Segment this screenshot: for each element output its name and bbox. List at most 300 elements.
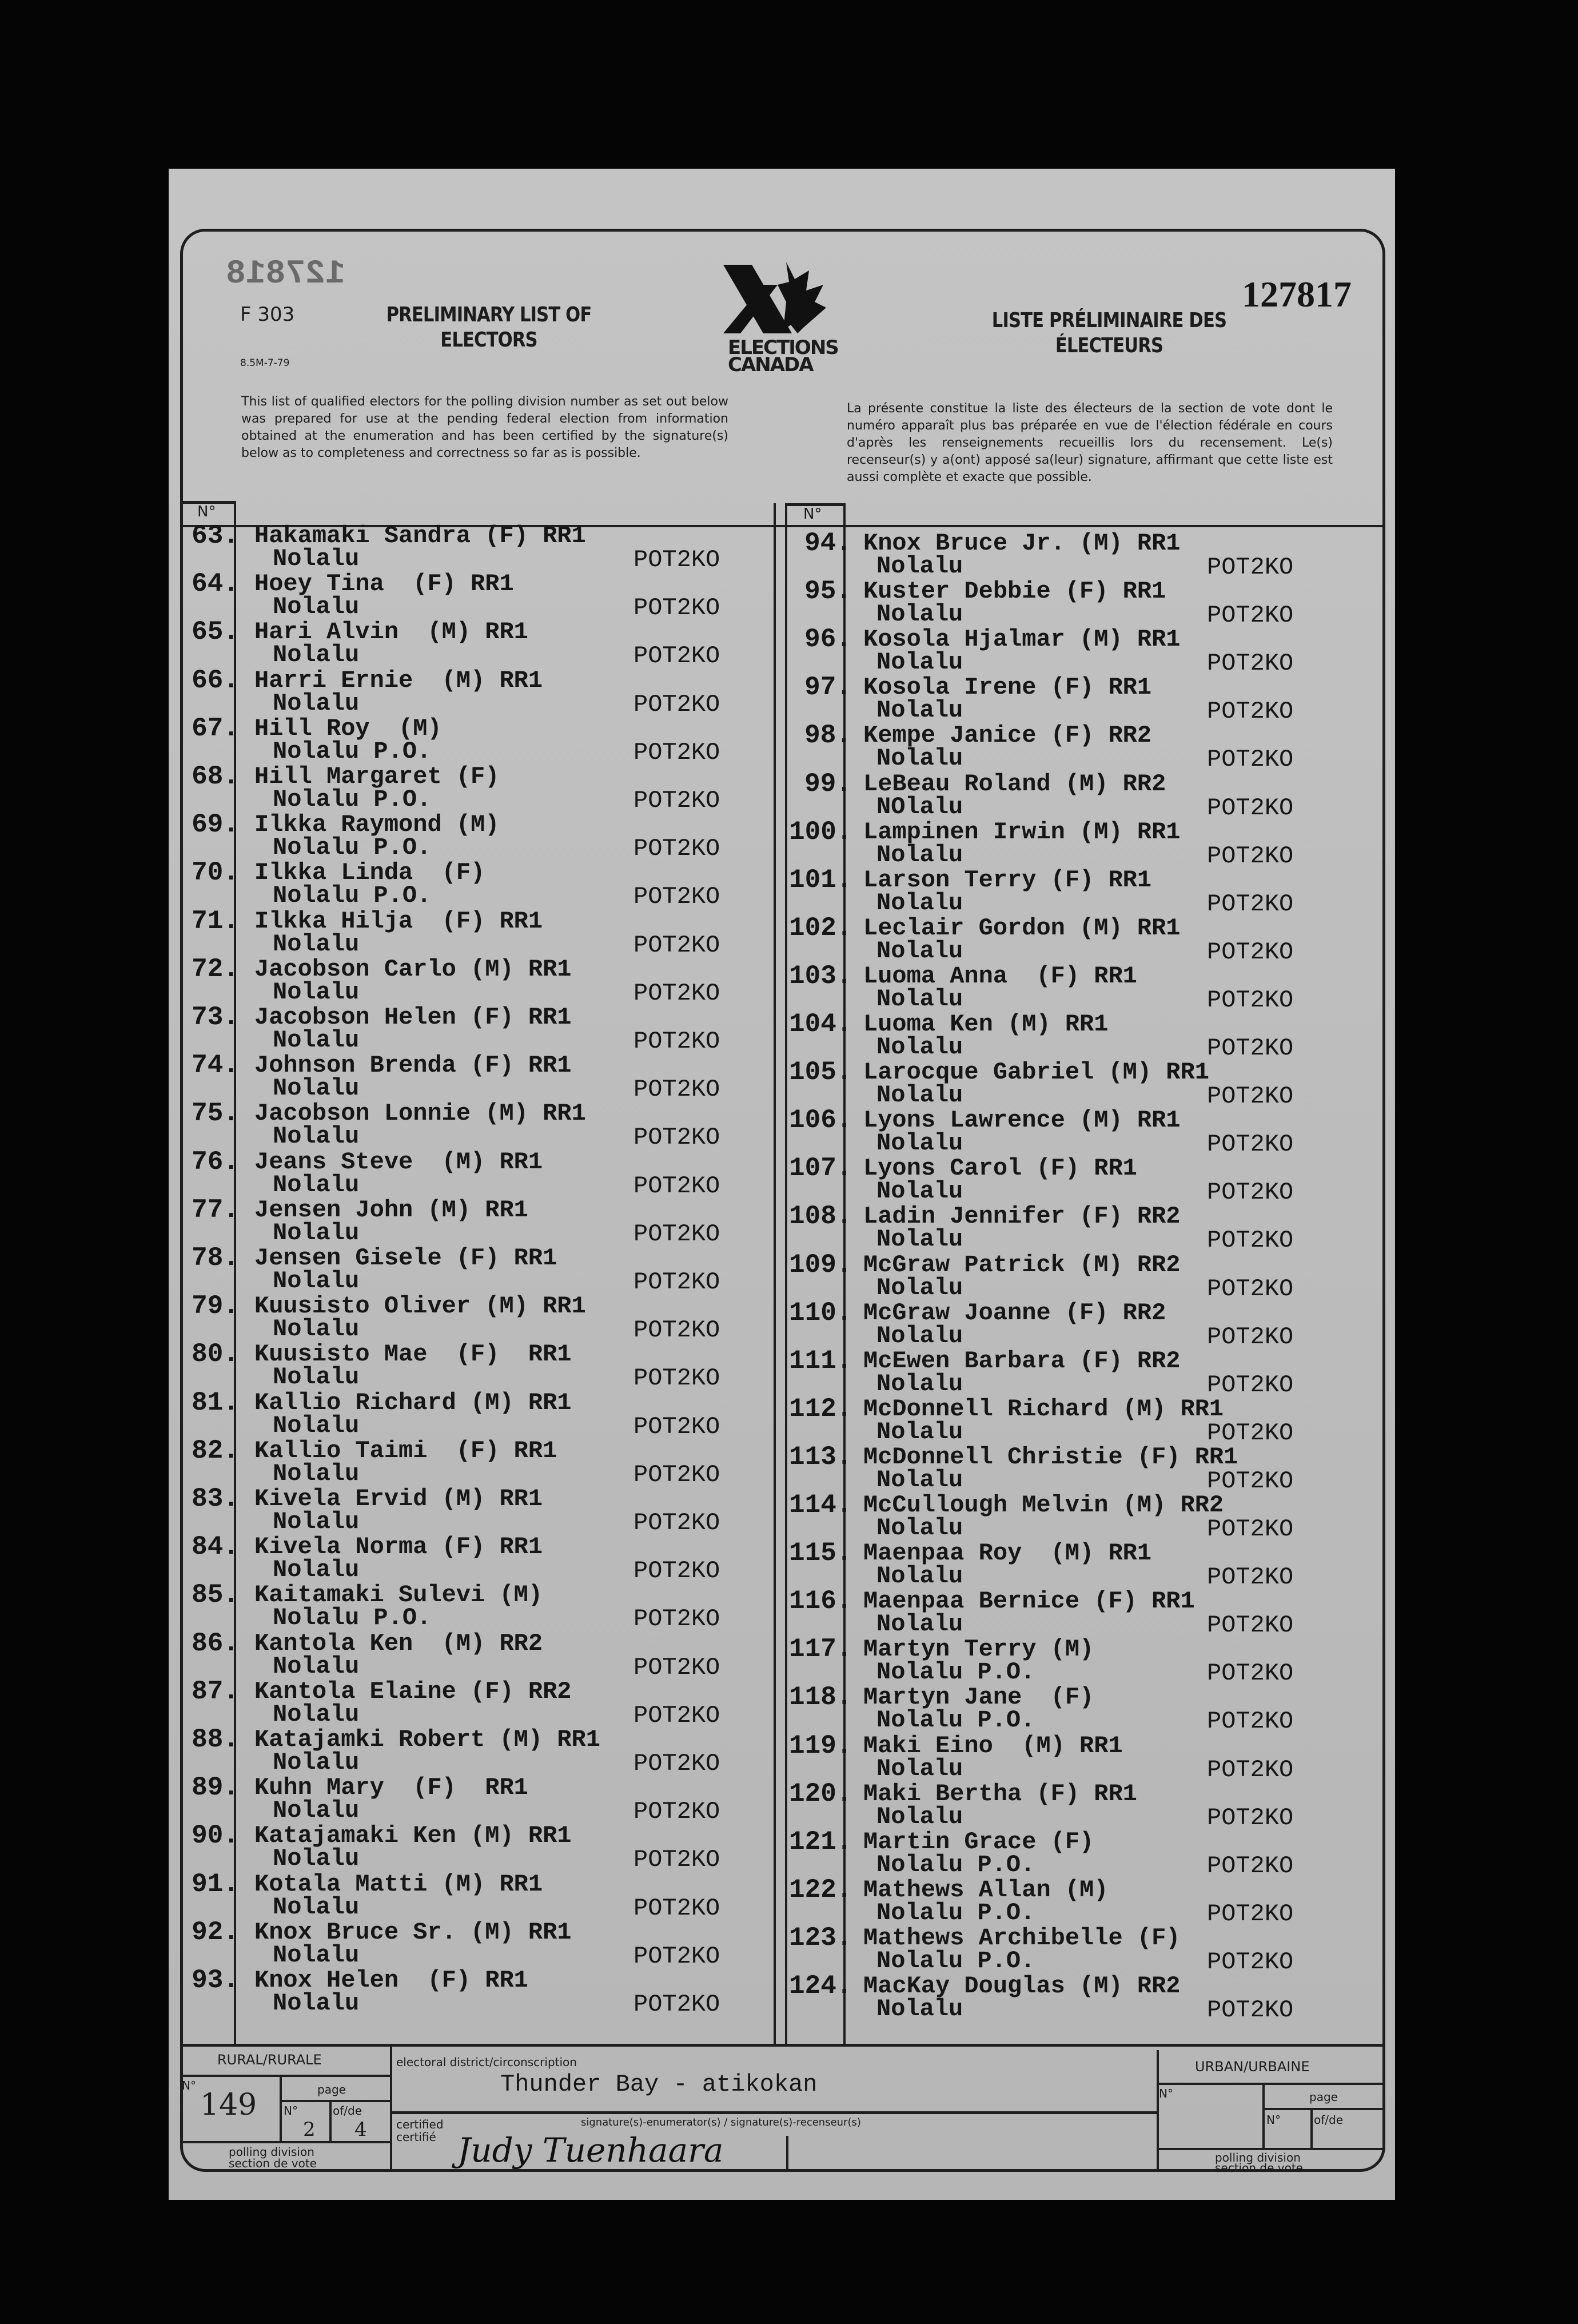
rural-page-no-label: N° [284,2104,298,2118]
elector-name: Hoey Tina (F) RR1 [254,570,514,598]
entry-number: 75. [192,1099,239,1129]
entry-number: 83. [192,1484,239,1514]
postal-code: POT2KO [1207,1804,1294,1832]
district-rule [390,2111,1157,2114]
urban-label: URBAN/URBAINE [1195,2059,1310,2075]
entry-number: 113. [789,1442,852,1472]
urban-of-rule [1310,2108,1313,2148]
elector-name: Lyons Carol (F) RR1 [863,1155,1137,1183]
postal-code: POT2KO [633,738,720,766]
elector-address: Nolalu [273,1989,360,2017]
elector-address: Nolalu [876,1754,963,1782]
postal-code: POT2KO [633,1028,720,1055]
entry-number: 122. [789,1875,852,1905]
postal-code: POT2KO [1207,1708,1294,1736]
elector-address: Nolalu [876,1274,963,1302]
form-code: F 303 [240,303,295,326]
elector-address: Nolalu [876,745,963,773]
elector-address: Nolalu [876,841,963,869]
certified-label-en: certified [396,2118,444,2131]
elector-address: Nolalu P.O. [876,1851,1035,1879]
entry-number: 100. [789,817,852,847]
entry-number: 82. [192,1435,239,1466]
elector-name: Martin Grace (F) [863,1828,1094,1856]
elector-address: Nolalu [273,1123,360,1151]
elector-address: Nolalu [273,1075,360,1103]
elector-address: Nolalu [273,593,360,621]
postal-code: POT2KO [1207,1611,1294,1639]
elector-address: Nolalu [273,1363,360,1391]
postal-code: POT2KO [1207,1563,1294,1591]
postal-code: POT2KO [1207,794,1294,822]
elector-name: McDonnell Richard (M) RR1 [863,1395,1224,1423]
elector-address: NOlalu [876,793,963,821]
postal-code: POT2KO [633,1605,720,1633]
x-maple-leaf-icon [723,262,860,336]
elector-name: MacKay Douglas (M) RR2 [863,1972,1181,2000]
elector-address: Nolalu [876,937,963,965]
postal-code: POT2KO [633,1557,720,1585]
elector-name: McGraw Joanne (F) RR2 [863,1299,1166,1327]
postal-code: POT2KO [1207,1660,1294,1688]
column-divider-left [774,503,776,2046]
elector-address: Nolalu [273,1893,360,1921]
postal-code: POT2KO [633,594,720,622]
elector-address: Nolalu [876,1322,963,1350]
entry-number: 112. [789,1394,852,1424]
elector-address: Nolalu [876,985,963,1013]
elector-name: Kallio Taimi (F) RR1 [254,1436,557,1465]
entry-number: 123. [789,1923,852,1953]
entry-number: 71. [192,906,239,936]
elector-name: Ladin Jennifer (F) RR2 [863,1203,1181,1231]
right-number-column-left-rule [785,503,787,2046]
entry-number: 79. [192,1291,239,1322]
urban-polling-division-label-en: polling division [1215,2151,1301,2164]
postal-code: POT2KO [633,642,720,670]
elector-name: Mathews Allan (M) [863,1876,1109,1904]
elector-name: Larocque Gabriel (M) RR1 [863,1058,1209,1087]
entry-number: 86. [192,1628,239,1658]
postal-code: POT2KO [633,1991,720,2018]
postal-code: POT2KO [633,1172,720,1200]
elector-address: Nolalu P.O. [273,737,432,765]
postal-code: POT2KO [633,979,720,1007]
elector-name: Kallio Richard (M) RR1 [254,1388,572,1416]
elector-name: Johnson Brenda (F) RR1 [254,1052,572,1080]
entry-number: 65. [192,617,239,647]
elector-address: Nolalu [273,1219,360,1247]
elector-address: Nolalu [876,1418,963,1446]
postal-code: POT2KO [633,1653,720,1681]
mirrored-stamp-number: 127818 [226,256,345,293]
entry-number: 92. [192,1917,239,1947]
elector-name: McDonnell Christie (F) RR1 [863,1443,1238,1471]
rural-box-rule [390,2046,392,2172]
entry-number: 93. [192,1965,239,1995]
elector-address: Nolalu [876,697,963,725]
elector-name: Kaitamaki Sulevi (M) [254,1581,543,1609]
elector-address: Nolalu [876,1562,963,1590]
elector-name: LeBeau Roland (M) RR2 [863,770,1166,798]
postal-code: POT2KO [1207,602,1294,630]
elector-address: Nolalu P.O. [273,786,432,813]
entry-number: 84. [192,1532,239,1562]
entry-number: 88. [192,1725,239,1754]
polling-division-number: 149 [200,2088,257,2122]
entry-number: 77. [192,1195,239,1225]
postal-code: POT2KO [633,1942,720,1970]
elector-address: Nolalu [876,1802,963,1830]
elector-address: Nolalu P.O. [273,882,432,910]
postal-code: POT2KO [1207,842,1294,870]
logo-text-canada: CANADA [728,353,813,376]
entry-number: 80. [192,1339,239,1370]
elector-address: Nolalu [876,1370,963,1398]
postal-code: POT2KO [633,1894,720,1922]
certified-label-fr: certifié [396,2130,436,2144]
postal-code: POT2KO [1207,1179,1294,1207]
elector-address: Nolalu [273,1556,360,1584]
elector-address: Nolalu [876,1995,963,2023]
elector-address: Nolalu [273,978,360,1006]
entry-number: 81. [192,1387,239,1418]
elector-name: Ilkka Hilja (F) RR1 [254,907,543,935]
postal-code: POT2KO [1207,938,1294,966]
entry-number: 120. [789,1778,852,1809]
elector-address: Nolalu [876,1081,963,1109]
postal-code: POT2KO [1207,1756,1294,1784]
rural-bottom-rule [180,2141,390,2143]
entry-number: 109. [789,1249,852,1280]
postal-code: POT2KO [1207,1467,1294,1495]
logo-text-elections: ELECTIONS [728,336,838,359]
rural-page-label: page [317,2083,346,2096]
elector-address: Nolalu [876,1129,963,1157]
elector-name: Jeans Steve (M) RR1 [254,1148,543,1176]
postal-code: POT2KO [1207,650,1294,678]
postal-code: POT2KO [633,1076,720,1104]
entry-number: 115. [789,1538,852,1569]
postal-code: POT2KO [1207,698,1294,726]
entry-number: 94. [804,528,852,558]
postal-code: POT2KO [1207,1948,1294,1976]
elector-name: Knox Bruce Sr. (M) RR1 [254,1918,572,1946]
postal-code: POT2KO [1207,986,1294,1014]
elector-name: McCullough Melvin (M) RR2 [863,1491,1224,1519]
elector-name: Martyn Jane (F) [863,1684,1094,1712]
entry-number: 72. [192,954,239,984]
postal-code: POT2KO [633,1364,720,1392]
elector-name: Kuusisto Oliver (M) RR1 [254,1292,586,1320]
page-total: 4 [354,2118,367,2141]
entry-number: 69. [192,810,239,840]
entry-number: 119. [789,1730,852,1761]
elector-address: Nolalu [273,1700,360,1728]
elector-address: Nolalu [273,1267,360,1295]
postal-code: POT2KO [633,1798,720,1826]
polling-division-label-fr: section de vote [229,2156,317,2170]
elector-address: Nolalu [273,930,360,958]
urban-box-rule [1157,2050,1159,2172]
elector-name: Kuster Debbie (F) RR1 [863,578,1166,606]
entry-number: 97. [804,672,852,703]
postal-code: POT2KO [1207,554,1294,581]
elector-address: Nolalu [876,1033,963,1061]
electoral-district-label: electoral district/circonscription [396,2055,577,2069]
postal-code: POT2KO [633,690,720,718]
elector-name: Kantola Ken (M) RR2 [254,1629,543,1657]
postal-code: POT2KO [633,787,720,814]
table-bottom-rule [180,2044,1385,2047]
elector-address: Nolalu P.O. [273,834,432,862]
postal-code: POT2KO [633,546,720,574]
postal-code: POT2KO [1207,1275,1294,1303]
postal-code: POT2KO [1207,1371,1294,1399]
entry-number: 85. [192,1580,239,1610]
elector-name: Kosola Hjalmar (M) RR1 [863,626,1181,654]
entry-number: 87. [192,1676,239,1706]
elector-address: Nolalu P.O. [876,1947,1035,1975]
postal-code: POT2KO [633,835,720,863]
elector-name: Jensen Gisele (F) RR1 [254,1244,557,1272]
postal-code: POT2KO [633,1316,720,1344]
elector-name: Lyons Lawrence (M) RR1 [863,1107,1181,1135]
elector-name: Hill Roy (M) [254,714,442,742]
elector-address: Nolalu [876,648,963,676]
postal-code: POT2KO [633,1461,720,1489]
elector-address: Nolalu [876,889,963,917]
entry-number: 121. [789,1826,852,1857]
rural-no-rule [280,2076,282,2142]
postal-code: POT2KO [633,1509,720,1537]
entry-number: 98. [804,721,852,751]
entry-number: 66. [192,665,239,695]
elector-name: Jacobson Helen (F) RR1 [254,1004,572,1031]
elector-name: Lampinen Irwin (M) RR1 [863,818,1181,846]
elector-name: McEwen Barbara (F) RR2 [863,1347,1181,1375]
elector-name: Mathews Archibelle (F) [863,1924,1181,1952]
entry-number: 102. [789,913,852,943]
rural-no-label: N° [182,2079,196,2092]
title-en-line1: PRELIMINARY LIST OF [386,303,592,327]
elector-name: Maenpaa Bernice (F) RR1 [863,1587,1195,1615]
elector-name: Jensen John (M) RR1 [254,1196,528,1224]
entry-number: 63. [192,521,239,551]
elector-address: Nolalu [876,1514,963,1542]
elector-name: Luoma Anna (F) RR1 [863,962,1137,990]
elector-address: Nolalu [876,1466,963,1494]
elector-name: Kotala Matti (M) RR1 [254,1870,543,1898]
elector-name: Harri Ernie (M) RR1 [254,666,543,694]
elector-address: Nolalu P.O. [876,1658,1035,1686]
elector-address: Nolalu [876,1225,963,1253]
entry-number: 101. [789,865,852,895]
print-code: 8.5M-7-79 [240,357,290,369]
entry-number: 110. [789,1298,852,1328]
entry-number: 74. [192,1050,239,1081]
postal-code: POT2KO [633,1412,720,1440]
postal-code: POT2KO [1207,1996,1294,2024]
postal-code: POT2KO [1207,1131,1294,1159]
elector-name: Larson Terry (F) RR1 [863,866,1152,894]
page-number: 2 [303,2118,316,2141]
postal-code: POT2KO [633,1701,720,1729]
serial-number: 127817 [1242,274,1352,315]
elector-address: Nolalu [273,545,360,572]
rural-page-rule [329,2100,332,2142]
entry-number: 96. [804,624,852,655]
elector-address: Nolalu [273,1652,360,1680]
elector-name: Kivela Norma (F) RR1 [254,1533,543,1561]
entry-number: 118. [789,1682,852,1713]
elector-name: Kosola Irene (F) RR1 [863,674,1152,702]
rural-page-rule-h [280,2100,390,2102]
elections-canada-logo [723,262,860,376]
elector-name: Ilkka Linda (F) [254,859,485,887]
entry-number: 105. [789,1057,852,1088]
entry-number: 99. [804,769,852,799]
postal-code: POT2KO [633,883,720,911]
elector-address: Nolalu [273,641,360,669]
elector-name: Hari Alvin (M) RR1 [254,618,528,646]
elector-address: Nolalu [876,1610,963,1638]
no-header-right: N° [803,506,822,523]
postal-code: POT2KO [633,1846,720,1874]
entry-number: 67. [192,713,239,743]
rural-of-label: of/de [333,2104,362,2118]
entry-number: 95. [804,576,852,607]
signature-divider [786,2136,788,2171]
urban-page-no-label: N° [1266,2113,1281,2127]
elector-name: Katajamki Robert (M) RR1 [254,1726,600,1753]
elector-name: Maki Eino (M) RR1 [863,1732,1123,1760]
elector-address: Nolalu P.O. [876,1899,1035,1927]
postal-code: POT2KO [633,1220,720,1248]
entry-number: 73. [192,1002,239,1032]
elector-name: Hakamaki Sandra (F) RR1 [254,522,586,550]
elector-name: Luoma Ken (M) RR1 [863,1010,1109,1038]
urban-rule [1157,2083,1385,2085]
elector-name: Kantola Elaine (F) RR2 [254,1677,572,1705]
postal-code: POT2KO [1207,890,1294,918]
postal-code: POT2KO [1207,1900,1294,1928]
entry-number: 76. [192,1147,239,1177]
elector-name: Hill Margaret (F) [254,763,500,790]
entry-number: 108. [789,1201,852,1232]
intro-text-fr: La présente constitue la liste des électeurs de la section de vote dont le numéro apparaît plus bas préparée en vue de l'élection fédérale en cours d'après les renseignements recueillis lors du recensement. Le(s) recenseur(s) y a(ont) apposé sa(leur) signature, affirmant que cette liste est aussi complète et exacte que possible. [847,401,1333,484]
title-fr-line1: LISTE PRÉLIMINAIRE DES [991,309,1227,332]
elector-address: Nolalu P.O. [273,1604,432,1632]
elector-address: Nolalu [273,1749,360,1776]
urban-polling-division-label-fr: section de vote [1215,2161,1303,2175]
elector-address: Nolalu [273,1411,360,1439]
entry-number: 107. [789,1153,852,1184]
entry-number: 89. [192,1773,239,1803]
title-fr-line2: ÉLECTEURS [1055,334,1163,357]
elector-name: Knox Helen (F) RR1 [254,1967,528,1994]
elector-name: Kivela Ervid (M) RR1 [254,1485,543,1513]
rural-rule [180,2075,390,2077]
postal-code: POT2KO [1207,1515,1294,1543]
elector-name: Knox Bruce Jr. (M) RR1 [863,530,1181,557]
entry-number: 117. [789,1634,852,1665]
entry-number: 68. [192,762,239,791]
elector-address: Nolalu [876,600,963,628]
entry-number: 103. [789,961,852,991]
entry-number: 106. [789,1105,852,1136]
postal-code: POT2KO [1207,1323,1294,1351]
postal-code: POT2KO [1207,1034,1294,1062]
elector-name: Martyn Terry (M) [863,1635,1094,1664]
elector-address: Nolalu [273,1941,360,1969]
entry-number: 114. [789,1490,852,1520]
elector-address: Nolalu [273,1459,360,1487]
elector-address: Nolalu [273,1026,360,1054]
urban-page-rule [1262,2108,1385,2110]
elector-name: Maki Bertha (F) RR1 [863,1780,1137,1808]
elector-address: Nolalu [273,1171,360,1199]
elector-address: Nolalu [876,552,963,580]
postal-code: POT2KO [633,1124,720,1152]
postal-code: POT2KO [1207,1083,1294,1111]
postal-code: POT2KO [1207,1419,1294,1447]
entry-number: 116. [789,1586,852,1617]
entry-number: 104. [789,1009,852,1039]
elector-name: McGraw Patrick (M) RR2 [863,1251,1181,1279]
entry-number: 124. [789,1971,852,2001]
elector-name: Jacobson Lonnie (M) RR1 [254,1100,586,1128]
elector-name: Kempe Janice (F) RR2 [863,722,1152,750]
urban-bottom-rule [1157,2148,1385,2150]
urban-no-rule [1262,2083,1265,2148]
elector-address: Nolalu [273,689,360,717]
urban-no-label: N° [1159,2087,1173,2100]
entry-number: 90. [192,1821,239,1851]
urban-page-label: page [1309,2090,1338,2104]
entry-number: 70. [192,858,239,888]
entry-number: 64. [192,569,239,599]
entry-number: 91. [192,1869,239,1899]
postal-code: POT2KO [1207,1227,1294,1255]
elector-name: Leclair Gordon (M) RR1 [863,914,1181,942]
elector-name: Katajamaki Ken (M) RR1 [254,1822,572,1850]
intro-text-en: This list of qualified electors for the polling division number as set out below was prepared for use at the pending federal election from information obtained at the enumeration and has been certified by the signature(s) below as to completeness and correctness so far as is possible. [241,395,728,460]
postal-code: POT2KO [1207,1852,1294,1880]
elector-name: Jacobson Carlo (M) RR1 [254,955,572,983]
elector-name: Kuusisto Mae (F) RR1 [254,1340,572,1368]
entry-number: 111. [789,1346,852,1376]
title-en-line2: ELECTORS [440,328,537,352]
postal-code: POT2KO [633,931,720,959]
postal-code: POT2KO [633,1750,720,1777]
postal-code: POT2KO [633,1268,720,1296]
elector-name: Ilkka Raymond (M) [254,811,500,839]
elector-address: Nolalu [273,1845,360,1873]
urban-of-label: of/de [1314,2113,1344,2127]
elector-address: Nolalu [876,1177,963,1205]
elector-name: Kuhn Mary (F) RR1 [254,1774,528,1802]
elector-address: Nolalu P.O. [876,1706,1035,1734]
rural-label: RURAL/RURALE [217,2052,322,2068]
electoral-district-value: Thunder Bay - atikokan [500,2071,818,2098]
enumerator-signature: Judy Tuenhaara [457,2131,724,2170]
postal-code: POT2KO [1207,746,1294,774]
elector-address: Nolalu [273,1508,360,1535]
polling-division-label-en: polling division [229,2145,314,2159]
elector-name: Maenpaa Roy (M) RR1 [863,1539,1152,1567]
elector-address: Nolalu [273,1797,360,1825]
